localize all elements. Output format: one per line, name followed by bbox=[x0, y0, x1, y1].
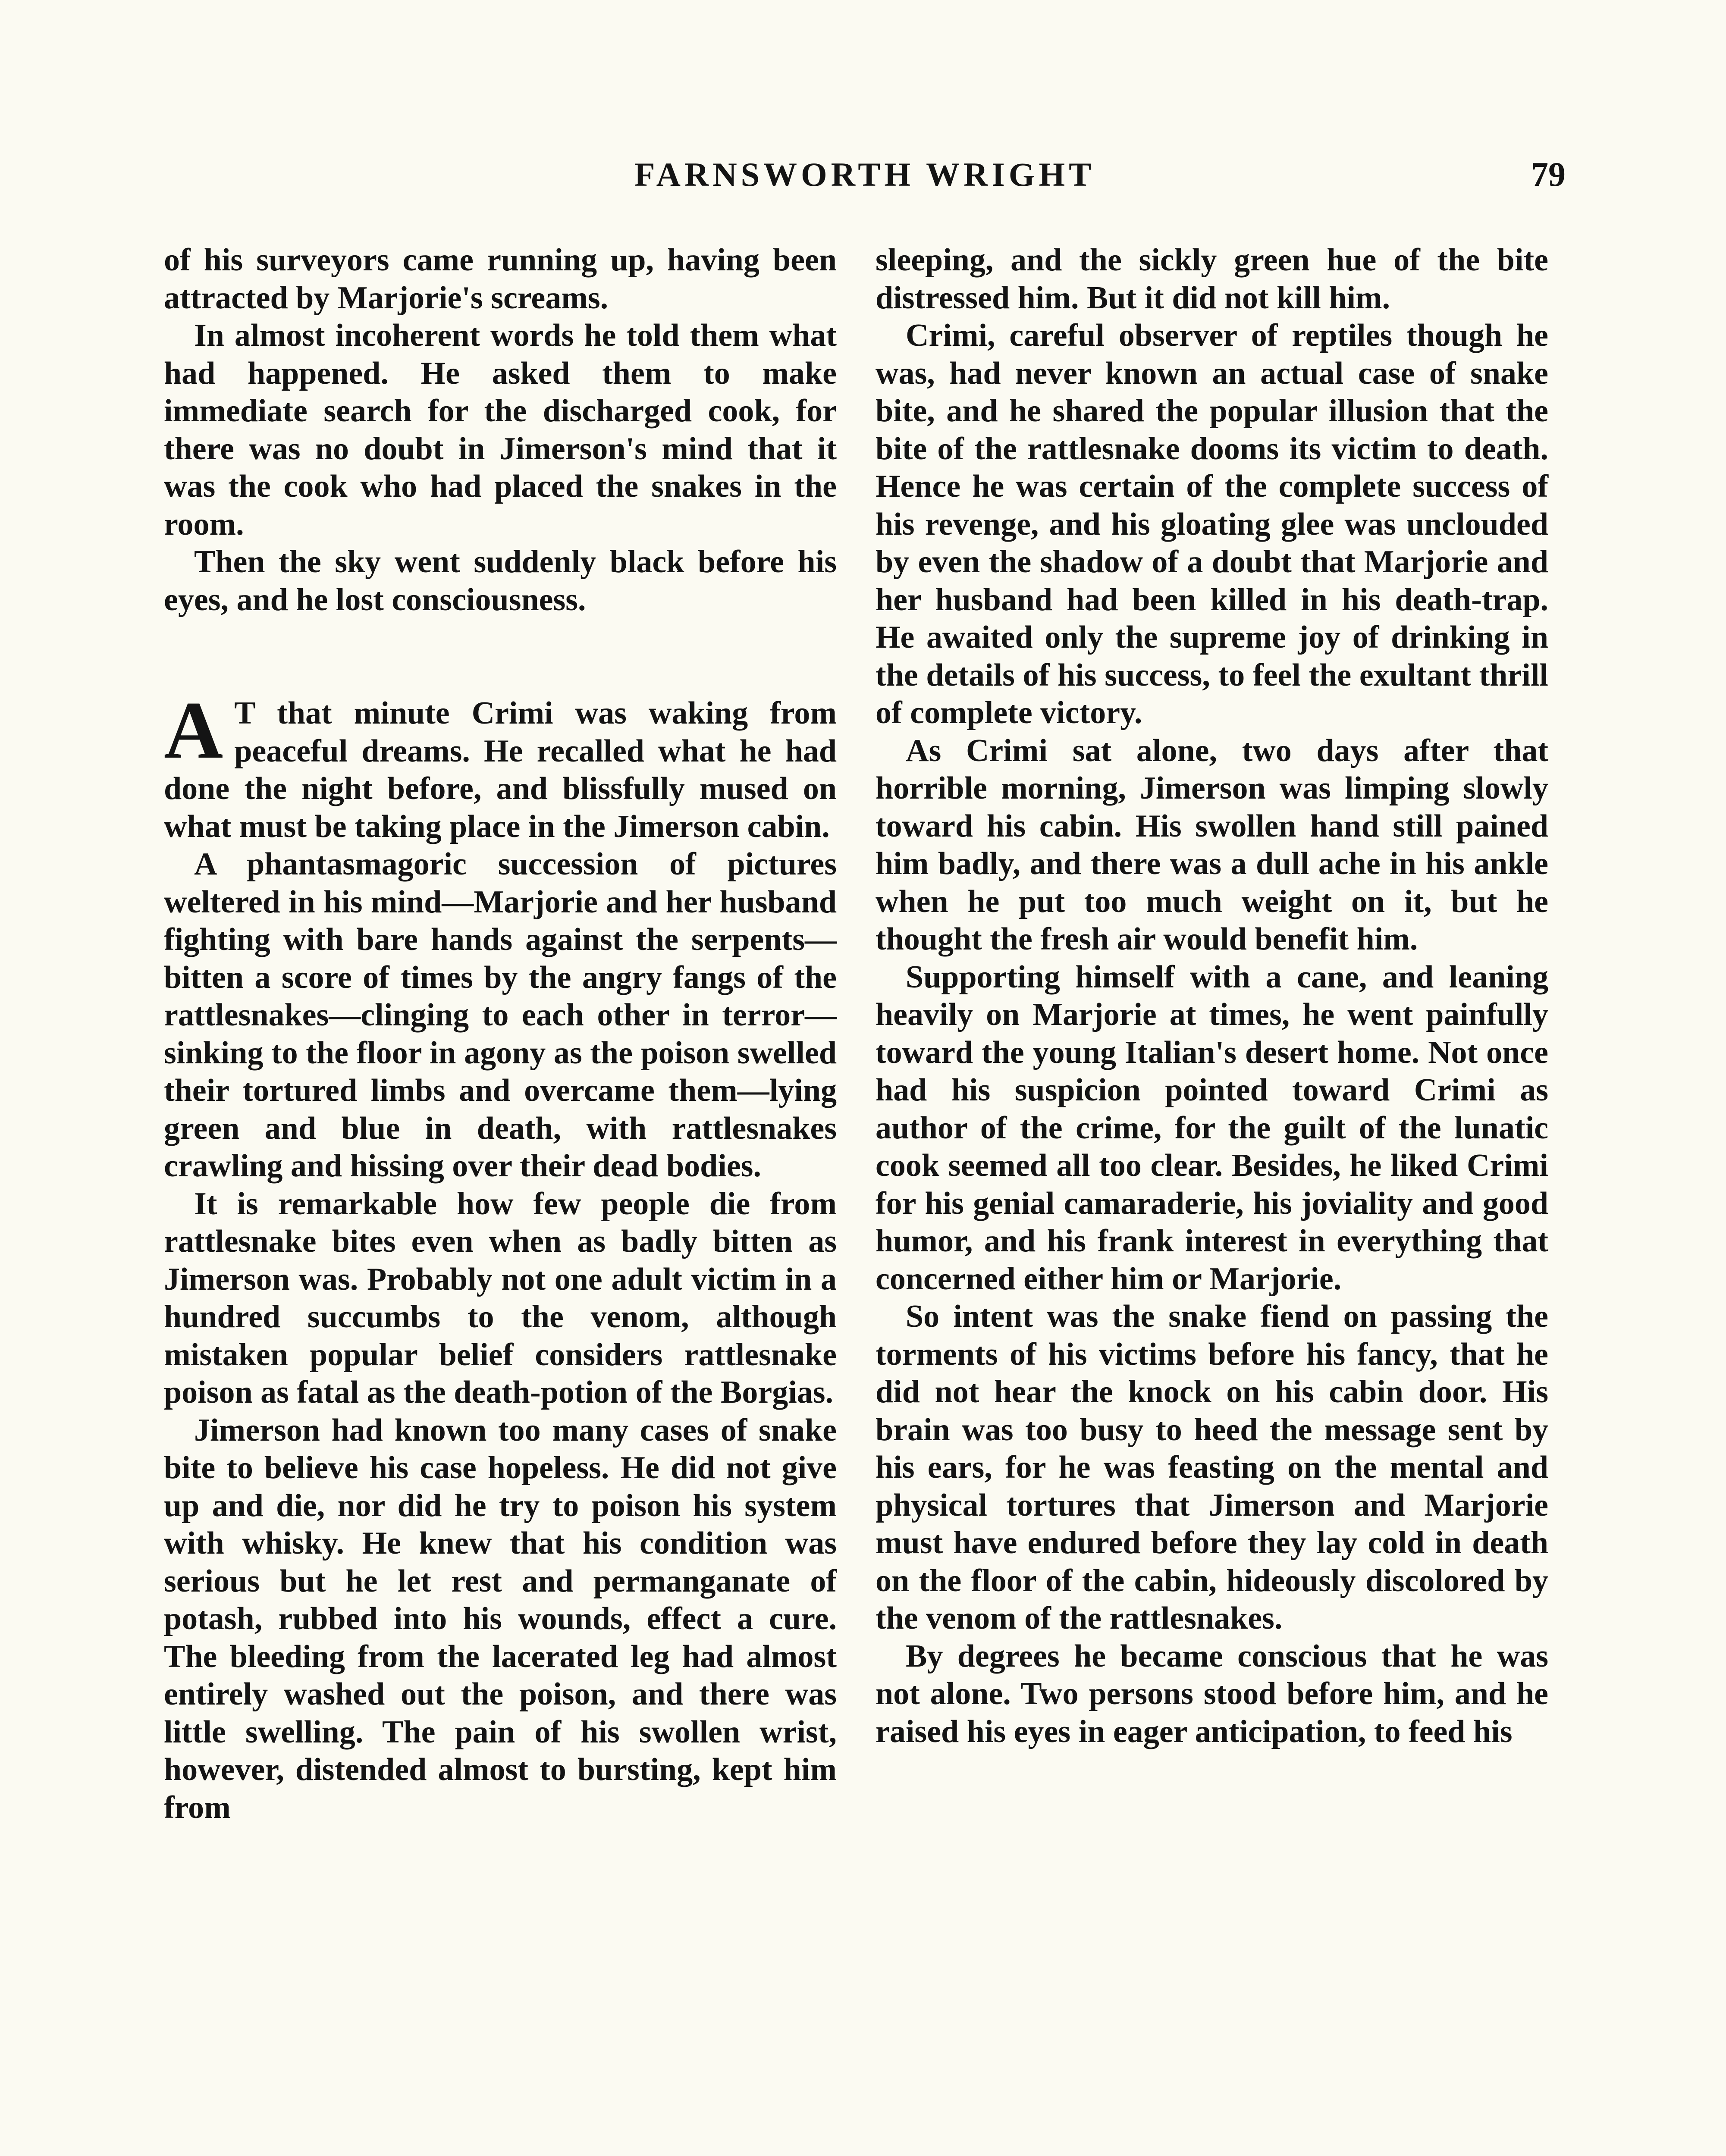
paragraph: Jimerson had known too many cases of snake bite to believe his case hopeless. He did not give up and die, nor did he try to poison his system with whisky. He knew that his condition was serious but he let rest and permanganate of potash, rubbed into his wounds, effect a cure. The bleeding from the lacerated leg had almost entirely washed out the poison, and there was little swelling. The pain of his swollen wrist, however, distended almost to bursting, kept him from bbox=[164, 1412, 837, 1825]
running-head: FARNSWORTH WRIGHT bbox=[634, 156, 1095, 193]
page-header bbox=[164, 155, 1566, 203]
paragraph: So intent was the snake fiend on passing the torments of his victims before his fancy, that he did not hear the knock on his cabin door. His brain was too busy to heed the message sent by his ears, for he was feasting on the mental and physical tortures that Jimerson and Marjorie must have endured before they lay cold in death on the floor of the cabin, hideously discolored by the venom of the rattlesnakes. bbox=[876, 1299, 1548, 1636]
paragraph: Crimi, careful observer of reptiles though he was, had never known an actual case of snake bite, and he shared the popular illusion that the bite of the rattlesnake dooms its victim to death. Hence he was certain of the complete success of his revenge, and his gloating glee was unclouded by even the shadow of a doubt that Marjorie and her husband had been killed in his death-trap. He awaited only the supreme joy of drinking in the details of his success, to feel the exultant thrill of complete victory. bbox=[876, 318, 1548, 730]
paragraph: A phantasmagoric succession of pictures weltered in his mind—Marjorie and her husband fighting with bare hands against the serpents—bitten a score of times by the angry fangs of the rattlesnakes—clinging to each other in terror—sinking to the floor in agony as the poison swelled their tortured limbs and overcame them—lying green and blue in death, with rattlesnakes crawling and hissing over their dead bodies. bbox=[164, 846, 837, 1184]
page-number: 79 bbox=[1531, 156, 1566, 194]
paragraph-text: T that minute Crimi was waking from peaceful dreams. He recalled what he had done the night before, and blissfully mused on what must be taking place in the Jimerson cabin. bbox=[164, 696, 837, 844]
paragraph: Then the sky went suddenly black before his eyes, and he lost consciousness. bbox=[164, 544, 837, 617]
paragraph: As Crimi sat alone, two days after that horrible morning, Jimerson was limping slowly toward his cabin. His swollen hand still pained him badly, and there was a dull ache in his ankle when he put too much weight on it, but he thought the fresh air would benefit him. bbox=[876, 733, 1548, 957]
paragraph: In almost incoherent words he told them what had happened. He asked them to make immediate search for the discharged cook, for there was no doubt in Jimerson's mind that it was the cook who had placed the snakes in the room. bbox=[164, 318, 837, 542]
paragraph: sleeping, and the sickly green hue of the bite distressed him. But it did not kill him. bbox=[876, 242, 1548, 316]
right-column bbox=[876, 241, 1548, 1751]
drop-cap: A bbox=[164, 685, 223, 776]
paragraph: of his surveyors came running up, having been attracted by Marjorie's screams. bbox=[164, 242, 837, 316]
paragraph: Supporting himself with a cane, and leaning heavily on Marjorie at times, he went painfully toward the young Italian's desert home. Not once had his suspicion pointed toward Crimi as author of the crime, for the guilt of the lunatic cook seemed all too clear. Besides, he liked Crimi for his genial camaraderie, his joviality and good humor, and his frank interest in everything that concerned either him or Marjorie. bbox=[876, 959, 1548, 1297]
section-opening-paragraph bbox=[164, 685, 837, 846]
left-column bbox=[164, 241, 837, 1827]
paragraph: It is remarkable how few people die from rattlesnake bites even when as badly bitten as Jimerson was. Probably not one adult victim in a hundred succumbs to the venom, although mistaken popular belief considers rattlesnake poison as fatal as the death-potion of the Borgias. bbox=[164, 1186, 837, 1410]
paragraph: By degrees he became conscious that he was not alone. Two persons stood before him, and he raised his eyes in eager anticipation, to feed his bbox=[876, 1638, 1548, 1749]
